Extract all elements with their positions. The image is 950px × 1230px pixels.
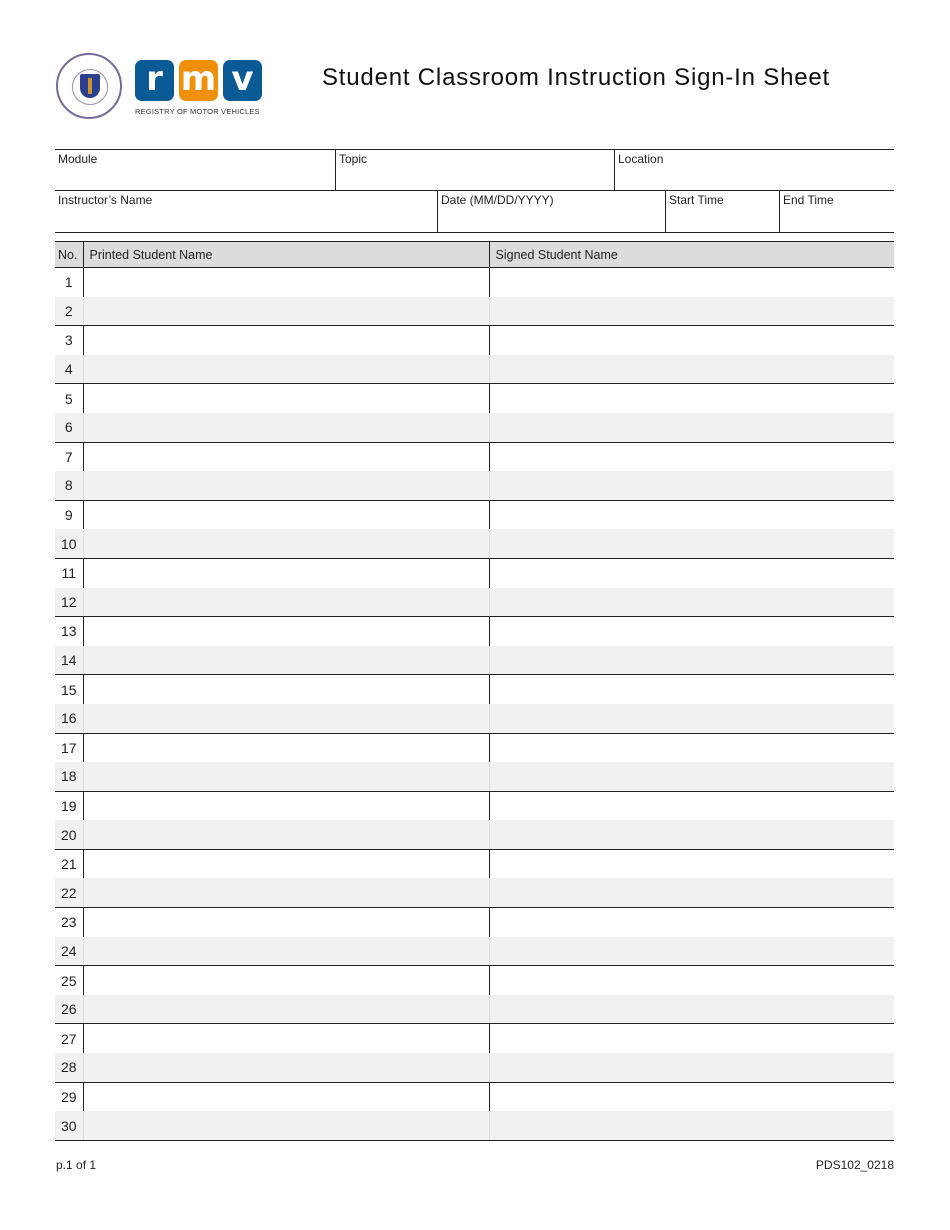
printed-name-cell[interactable]: [83, 529, 489, 558]
printed-name-cell[interactable]: [83, 849, 489, 878]
printed-name-cell[interactable]: [83, 326, 489, 355]
form-id: PDS102_0218: [815, 1158, 894, 1172]
row-number: 10: [55, 529, 83, 558]
table-row: [55, 675, 894, 704]
signed-name-cell[interactable]: [489, 704, 894, 733]
signed-name-cell[interactable]: [489, 733, 894, 762]
row-number: 19: [60, 797, 77, 814]
printed-name-cell[interactable]: [83, 1053, 489, 1082]
printed-name-cell[interactable]: [83, 384, 489, 413]
row-number: 15: [60, 681, 77, 698]
printed-name-cell[interactable]: [83, 471, 489, 500]
table-row: [55, 733, 894, 762]
rmv-logo-v: v: [223, 60, 262, 101]
table-row: [55, 297, 894, 326]
header-no: No.: [55, 242, 83, 268]
row-number: 6: [55, 413, 83, 442]
table-row: [55, 937, 894, 966]
printed-name-cell[interactable]: [83, 268, 489, 297]
table-row: [55, 384, 894, 413]
row-number: 17: [60, 739, 77, 756]
table-row: [55, 529, 894, 558]
topic-label: Topic: [339, 152, 368, 166]
table-row: [55, 791, 894, 820]
row-number: 1: [64, 274, 73, 291]
signed-name-cell[interactable]: [489, 529, 894, 558]
row-number: 20: [55, 820, 83, 849]
signed-name-cell[interactable]: [489, 326, 894, 355]
table-row: [55, 471, 894, 500]
end-time-label: End Time: [783, 193, 834, 207]
printed-name-cell[interactable]: [83, 675, 489, 704]
row-number: 4: [55, 355, 83, 384]
printed-name-cell[interactable]: [83, 995, 489, 1024]
info-row-2: [55, 190, 894, 233]
row-number: 8: [55, 471, 83, 500]
printed-name-cell[interactable]: [83, 558, 489, 587]
printed-name-cell[interactable]: [83, 908, 489, 937]
row-number: 2: [55, 297, 83, 326]
signed-name-cell[interactable]: [489, 1111, 894, 1140]
printed-name-cell[interactable]: [83, 966, 489, 995]
row-number: 28: [55, 1053, 83, 1082]
table-row: [55, 646, 894, 675]
printed-name-cell[interactable]: [83, 617, 489, 646]
table-row: [55, 413, 894, 442]
rmv-logo: [135, 60, 262, 101]
printed-name-cell[interactable]: [83, 1024, 489, 1053]
table-row: [55, 326, 894, 355]
printed-name-cell[interactable]: [83, 762, 489, 791]
instructor-label: Instructor’s Name: [58, 193, 153, 207]
printed-name-cell[interactable]: [83, 1111, 489, 1140]
end-time-field[interactable]: [779, 191, 894, 232]
row-number: 5: [64, 390, 73, 407]
printed-name-cell[interactable]: [83, 1082, 489, 1111]
module-label: Module: [58, 152, 98, 166]
signed-name-cell[interactable]: [489, 820, 894, 849]
row-number: 24: [55, 937, 83, 966]
printed-name-cell[interactable]: [83, 791, 489, 820]
table-row: [55, 762, 894, 791]
table-row: [55, 1111, 894, 1140]
row-number: 30: [55, 1111, 83, 1140]
printed-name-cell[interactable]: [83, 646, 489, 675]
row-number: 12: [55, 588, 83, 617]
printed-name-cell[interactable]: [83, 878, 489, 907]
rmv-logo-subtitle: REGISTRY OF MOTOR VEHICLES: [135, 107, 260, 116]
signed-name-cell[interactable]: [489, 878, 894, 907]
row-number: 9: [64, 507, 73, 524]
table-row: [55, 442, 894, 471]
module-field[interactable]: [55, 150, 335, 191]
row-number: 13: [60, 623, 77, 640]
printed-name-cell[interactable]: [83, 297, 489, 326]
printed-name-cell[interactable]: [83, 413, 489, 442]
signed-name-cell[interactable]: [489, 442, 894, 471]
signed-name-cell[interactable]: [489, 995, 894, 1024]
table-row: [55, 588, 894, 617]
start-time-field[interactable]: [665, 191, 779, 232]
signed-name-cell[interactable]: [489, 413, 894, 442]
page-number: p.1 of 1: [56, 1158, 97, 1172]
printed-name-cell[interactable]: [83, 442, 489, 471]
row-number: 3: [64, 332, 73, 349]
row-number: 23: [60, 914, 77, 931]
row-number: 14: [55, 646, 83, 675]
table-row: [55, 1053, 894, 1082]
row-number: 11: [61, 565, 77, 582]
signed-name-cell[interactable]: [489, 588, 894, 617]
table-row: [55, 558, 894, 587]
rmv-logo-m: m: [179, 60, 218, 101]
location-label: Location: [618, 152, 664, 166]
row-number: 27: [60, 1030, 77, 1047]
table-row: [55, 500, 894, 529]
row-number: 21: [60, 856, 77, 873]
date-label: Date (MM/DD/YYYY): [441, 193, 554, 207]
signed-name-cell[interactable]: [489, 646, 894, 675]
table-row: [55, 704, 894, 733]
rmv-logo-r: r: [135, 60, 174, 101]
row-number: 18: [55, 762, 83, 791]
printed-name-cell[interactable]: [83, 704, 489, 733]
signed-name-cell[interactable]: [489, 791, 894, 820]
signed-name-cell[interactable]: [489, 1082, 894, 1111]
table-row: [55, 355, 894, 384]
topic-field[interactable]: [335, 150, 614, 191]
location-field[interactable]: [614, 150, 894, 191]
table-row: [55, 908, 894, 937]
row-number: 26: [55, 995, 83, 1024]
header-printed-name: Printed Student Name: [83, 242, 489, 268]
printed-name-cell[interactable]: [83, 500, 489, 529]
page-title: Student Classroom Instruction Sign-In Sheet: [322, 64, 830, 91]
row-number: 22: [55, 878, 83, 907]
signed-name-cell[interactable]: [489, 849, 894, 878]
date-field[interactable]: [437, 191, 665, 232]
table-header: [55, 242, 894, 268]
table-row: [55, 966, 894, 995]
table-row: [55, 995, 894, 1024]
table-row: [55, 878, 894, 907]
table-row: [55, 1082, 894, 1111]
signed-name-cell[interactable]: [489, 908, 894, 937]
signed-name-cell[interactable]: [489, 268, 894, 297]
start-time-label: Start Time: [669, 193, 724, 207]
signed-name-cell[interactable]: [489, 297, 894, 326]
row-number: 7: [64, 448, 73, 465]
header-signed-name: Signed Student Name: [489, 242, 894, 268]
signed-name-cell[interactable]: [489, 675, 894, 704]
row-number: 25: [60, 972, 77, 989]
table-row: [55, 849, 894, 878]
signed-name-cell[interactable]: [489, 384, 894, 413]
table-row: [55, 820, 894, 849]
row-number: 29: [60, 1088, 77, 1105]
signed-name-cell[interactable]: [489, 355, 894, 384]
signed-name-cell[interactable]: [489, 1053, 894, 1082]
printed-name-cell[interactable]: [83, 355, 489, 384]
printed-name-cell[interactable]: [83, 588, 489, 617]
table-row: [55, 617, 894, 646]
signed-name-cell[interactable]: [489, 966, 894, 995]
signed-name-cell[interactable]: [489, 937, 894, 966]
signed-name-cell[interactable]: [489, 500, 894, 529]
signed-name-cell[interactable]: [489, 762, 894, 791]
signed-name-cell[interactable]: [489, 617, 894, 646]
signed-name-cell[interactable]: [489, 558, 894, 587]
row-number: 16: [55, 704, 83, 733]
printed-name-cell[interactable]: [83, 733, 489, 762]
info-row-1: [55, 149, 894, 191]
instructor-name-field[interactable]: [55, 191, 437, 232]
printed-name-cell[interactable]: [83, 820, 489, 849]
printed-name-cell[interactable]: [83, 937, 489, 966]
signed-name-cell[interactable]: [489, 471, 894, 500]
massachusetts-seal-logo: [56, 53, 122, 119]
table-row: [55, 268, 894, 297]
sign-in-table: [55, 241, 894, 1141]
signed-name-cell[interactable]: [489, 1024, 894, 1053]
table-row: [55, 1024, 894, 1053]
